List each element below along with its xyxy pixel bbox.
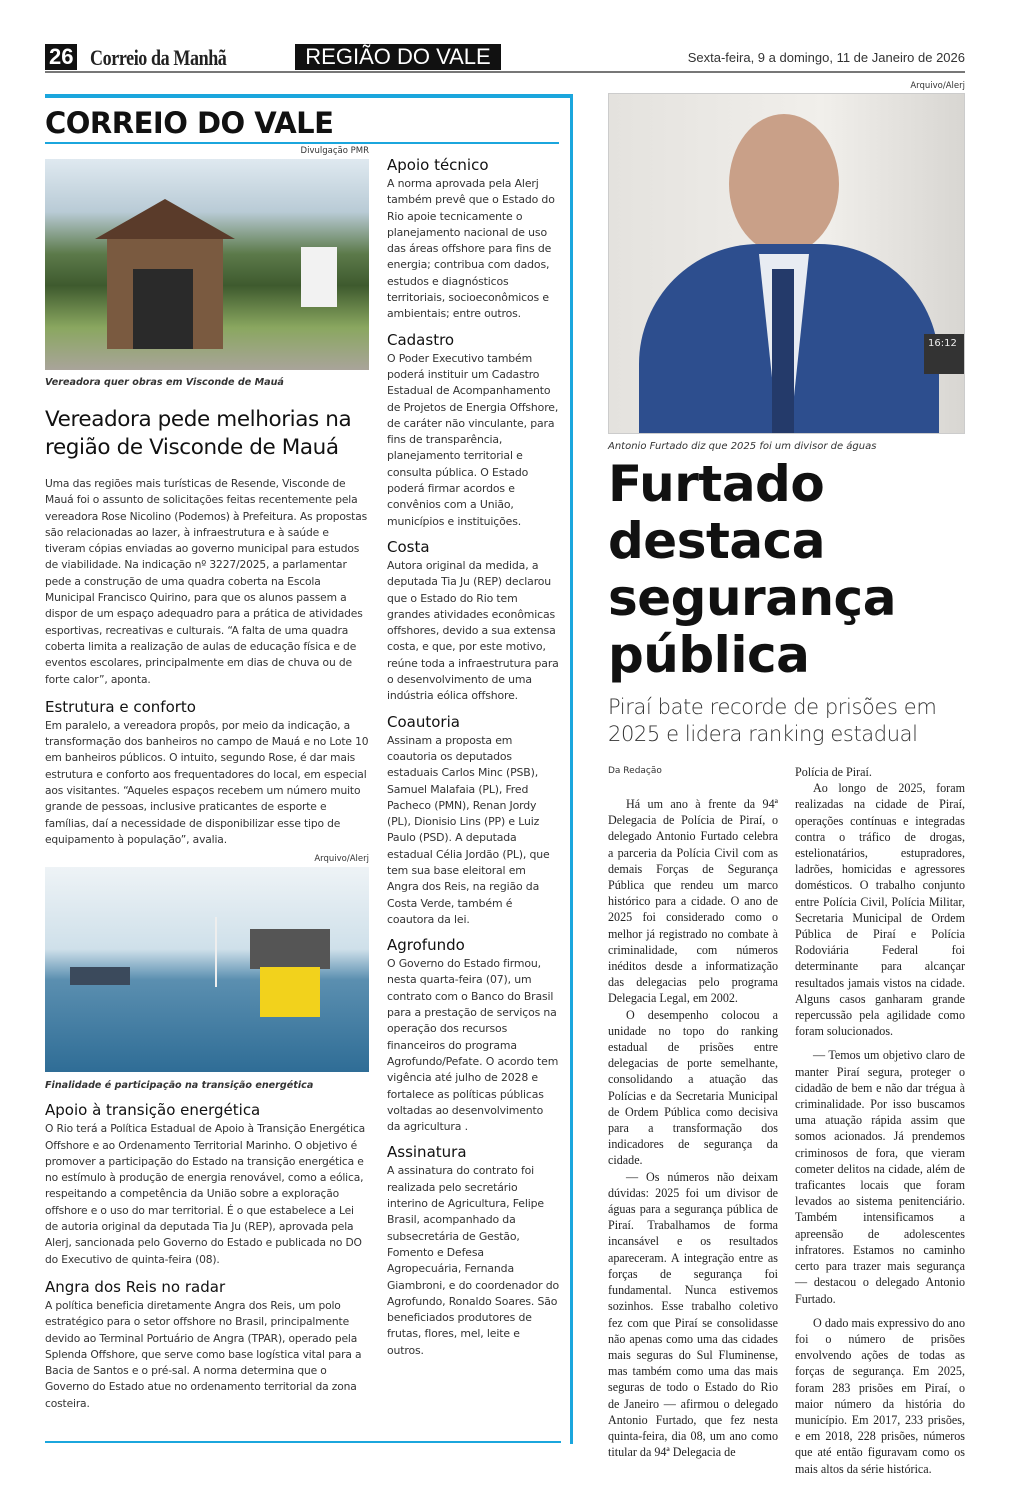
brief-text: O Governo do Estado firmou, nesta quarta-feira (07), um contrato com o Banco do Brasil para a prestação de serviços na operação dos recursos financeiros do programa Agrofundo/Pefate. O acordo tem vigência até julho de 2028 e fortalece as políticas públicas voltadas ao desenvolvimento da agricultura . xyxy=(387,957,559,1134)
frame-right-border xyxy=(570,94,573,1444)
left-column xyxy=(45,146,369,1412)
brief-text: A assinatura do contrato foi realizada pelo secretário interino de Agricultura, Felipe Brasil, acompanhado da subsecretária de Gestão, Fomento e Defesa Agropecuária, Fernanda Giambroni, e do coordenador do Agrofundo, Ronaldo Soares. São beneficiados produtores de frutas, flores, mel, leite e outros. xyxy=(387,1164,559,1357)
photo-antonio-furtado xyxy=(608,93,965,434)
photo-credit: Arquivo/Alerj xyxy=(910,81,965,91)
brief-text: A norma aprovada pela Alerj também prevê que o Estado do Rio apoie tecnicamente o planejamento nacional de uso das áreas offshore para fins de energia; contribua com dados, estudos e diagnósticos territoriais, socioeconômicos e ambientais; entre outros. xyxy=(387,177,555,321)
frame-bottom-border xyxy=(45,1441,561,1443)
subheading: Apoio técnico xyxy=(387,156,489,174)
kicker-rule xyxy=(45,142,559,144)
header-rule xyxy=(45,71,965,73)
photo-caption: Antonio Furtado diz que 2025 foi um divisor de águas xyxy=(608,441,877,452)
photo-caption: Vereadora quer obras em Visconde de Mauá xyxy=(45,377,284,388)
page-number: 26 xyxy=(45,44,77,70)
column-kicker: CORREIO DO VALE xyxy=(45,106,334,140)
brief-text: Assinam a proposta em coautoria os deputados estaduais Carlos Minc (PSB), Samuel Malafaia (PL), Fred Pacheco (PMN), Renan Jordy (PL), Dionisio Lins (PP) e Luiz Paulo (PSD). A deputada estadual Célia Jordão (PL), que tem sua base eleitoral em Angra dos Reis, na região da Costa Verde, também é coautora da lei. xyxy=(387,733,550,926)
photo-caption: Finalidade é participação na transição energética xyxy=(45,1080,314,1092)
article-column-1 xyxy=(608,796,778,1460)
photo-offshore-platform xyxy=(45,867,369,1072)
photo-credit: Divulgação PMR xyxy=(300,146,369,156)
article-paragraph: O desempenho colocou a unidade no topo do ranking estadual de prisões entre delegacias de porte semelhante, consolidando a atuação das Polícias e da Secretaria Municipal de Ordem Pública como decisiva para a transformação dos indicadores de segurança da cidade. xyxy=(608,1007,778,1168)
section-label: REGIÃO DO VALE xyxy=(295,44,501,70)
brief-text: O Poder Executivo também poderá instituir um Cadastro Estadual de Acompanhamento de Projetos de Energia Offshore, de caráter não vinculante, para fins de transparência, planejamento territorial e consulta pública. O Estado poderá firmar acordos e convênios com a União, municípios e instituições. xyxy=(387,351,559,528)
subheading: Agrofundo xyxy=(387,936,465,955)
photo-credit: Arquivo/Alerj xyxy=(314,854,369,865)
deck: Piraí bate recorde de prisões em 2025 e lidera ranking estadual xyxy=(608,695,937,746)
subheading: Coautoria xyxy=(387,712,460,731)
issue-date: Sexta-feira, 9 a domingo, 11 de Janeiro de 2026 xyxy=(687,50,965,65)
brief-section xyxy=(387,331,559,530)
main-headline: Furtado destaca segurança pública xyxy=(608,455,896,684)
subheading: Assinatura xyxy=(387,1143,467,1162)
subheading: Angra dos Reis no radar xyxy=(45,1277,226,1296)
article-paragraph: — Temos um objetivo claro de manter Piraí segura, proteger o cidadão de bem e não dar trégua à criminalidade. Por isso buscamos uma atuação rápida assim que somos acionados. Já prendemos criminosos de fora, que vieram cometer delitos na cidade, além de traficantes locais que foram levados ao sistema penitenciário. Também intensificamos a apreensão de adolescentes infratores. Estamos no caminho certo para trazer mais segurança — destacou o delegado Antonio Furtado. xyxy=(795,1048,965,1306)
frame-top-border xyxy=(45,94,573,98)
subheading: Costa xyxy=(387,537,430,556)
brief-section xyxy=(387,156,559,323)
newspaper-name: Correio da Manhã xyxy=(90,45,227,70)
middle-column xyxy=(387,156,559,1359)
brief-section xyxy=(387,936,559,1135)
subheading: Apoio à transição energética xyxy=(45,1101,261,1120)
brief-text: Autora original da medida, a deputada Tia Ju (REP) declarou que o Estado do Rio tem grandes atividades econômicas offshores, devido a sua extensa costa, e que, por este motivo, reúne toda a infraestrutura para o desenvolvimento de uma indústria eólica offshore. xyxy=(387,558,559,703)
article-paragraph: Uma das regiões mais turísticas de Resende, Visconde de Mauá foi o assunto de solicitações feitas recentemente pela vereadora Rose Nicolino (Podemos) à Prefeitura. As propostas são relacionadas ao lazer, à infraestrutura e à saúde e tiveram cópias enviadas ao governo municipal para estudos de viabilidade. Na indicação nº 3227/2025, a parlamentar pede a construção de uma quadra coberta na Escola Municipal Francisco Quirino, para que os alunos passem a dispor de um espaço adequadro para a prática de atividades esportivas, recreativas e culturais. “A falta de uma quadra coberta limita a realização de aulas de educação física e de eventos escolares, principalmente em dias de chuva ou de forte calor”, aponta. xyxy=(45,477,368,686)
article-paragraph: O dado mais expressivo do ano foi o número de prisões envolvendo ações de todas as forças de segurança. Em 2025, foram 283 prisões em Piraí, o maior número da história do município. Em 2017, 233 prisões, e em 2018, 228 prisões, números que até então figuravam como os mais altos da série histórica. xyxy=(795,1315,965,1476)
subheading: Cadastro xyxy=(387,330,455,349)
brief-section xyxy=(387,538,559,705)
brief-section xyxy=(387,1143,559,1359)
article-paragraph: Em paralelo, a vereadora propôs, por meio da indicação, a transformação dos banheiros no campo de Mauá e no Lote 10 em banheiros públicos. O intuito, segundo Rose, é dar mais estrutura e conforto aos frequentadores do local, em especial aos visitantes. “Aqueles espaços recebem um número muito grande de pessoas, inclusive praticantes de esporte e famílias, daí a necessidade de disponibilizar esse tipo de equipamento à população”, avalia. xyxy=(45,718,369,846)
byline: Da Redação xyxy=(608,766,662,776)
article-column-2 xyxy=(795,764,965,1477)
article-paragraph: Há um ano à frente da 94ª Delegacia de Polícia de Piraí, o delegado Antonio Furtado celebra a parceria da Polícia Civil com as demais Forças de Segurança Pública que rendeu um marco histórico para a cidade. O ano de 2025 foi considerado como o melhor já registrado no combate à criminalidade, com números inéditos desde a informatização das delegacias pelo programa Delegacia Legal, em 2002. xyxy=(608,797,778,1006)
screen-clock: 16:12 xyxy=(924,334,965,374)
article-paragraph: — Os números não deixam dúvidas: 2025 foi um divisor de águas para a segurança pública de Piraí. Trabalhamos de forma incansável e os resultados apareceram. A integração entre as forças de segurança foi fundamental. Nunca estivemos sozinhos. Esse trabalho coletivo fez com que Piraí se consolidasse não apenas como uma das cidades mais seguras do Sul Fluminense, mas também como uma das mais seguras de todo o Estado do Rio de Janeiro — afirmou o delegado Antonio Furtado, que fez nesta quinta-feira, dia 08, um ano como titular da 94ª Delegacia de xyxy=(608,1169,778,1460)
article-paragraph: A política beneficia diretamente Angra dos Reis, um polo estratégico para o setor offshore no Brasil, principalmente devido ao Terminal Portuário de Angra (TPAR), operado pela Splenda Offshore, que serve como base logística vital para a Bacia de Santos e o pré-sal. A norma determina que o Governo do Estado atue no ordenamento territorial da zona costeira. xyxy=(45,1298,362,1410)
article-headline: Vereadora pede melhorias na região de Visconde de Mauá xyxy=(45,407,352,460)
article-paragraph: Ao longo de 2025, foram realizadas na cidade de Piraí, operações contínuas e integradas contra o tráfico de drogas, estelionatários, estupradores, ladrões, homicidas e agressores domésticos. O trabalho conjunto entre Polícia Civil, Polícia Militar, Secretaria Municipal de Ordem Pública de Piraí e Polícia Rodoviária Federal foi determinante para alcançar resultados jamais vistos na cidade. Alguns casos ganharam grande repercussão pela agilidade como foram solucionados. xyxy=(795,781,965,1039)
brief-section xyxy=(387,713,559,929)
photo-visconde-de-maua xyxy=(45,159,369,370)
subheading: Estrutura e conforto xyxy=(45,697,196,716)
article-paragraph: O Rio terá a Política Estadual de Apoio à Transição Energética Offshore e ao Ordenamento Territorial Marinho. O objetivo é promover a participação do Estado na transição energética e no estímulo à produção de energia renovável, como a eólica, respeitando a competência da União sobre a exploração offshore e o uso do mar territorial. É o que estabelece a Lei de autoria original da deputada Tia Ju (REP), aprovada pela Alerj, sancionada pelo Governo do Estado e publicada no DO do Executivo de quinta-feira (08). xyxy=(45,1122,366,1266)
article-paragraph-continued: Polícia de Piraí. xyxy=(795,765,872,779)
